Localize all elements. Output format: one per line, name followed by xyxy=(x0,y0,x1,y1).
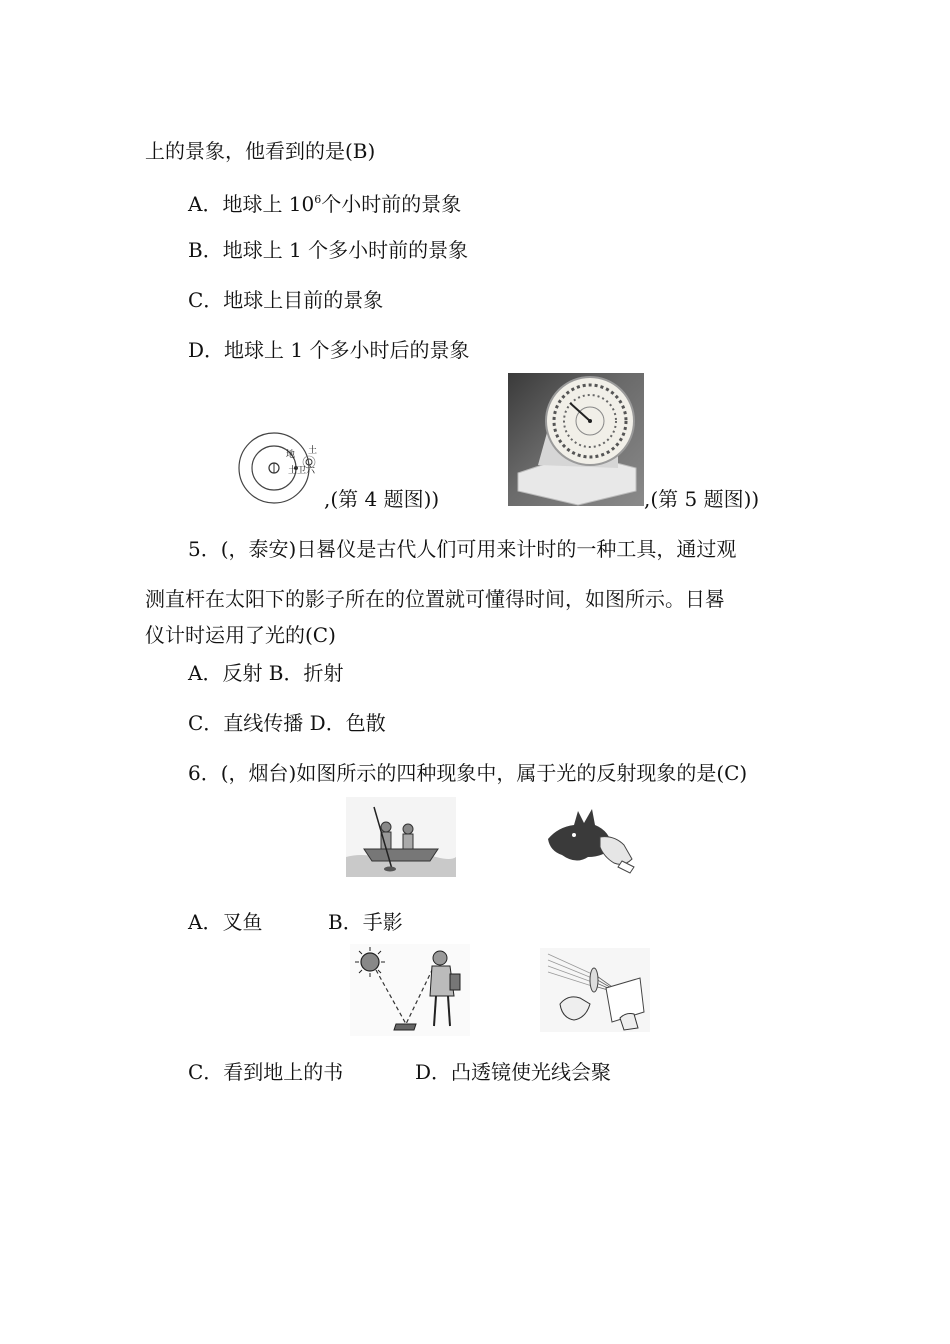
q4-option-a-post: 个小时前的景象 xyxy=(321,192,462,216)
q5-stem-line-2: 测直杆在太阳下的影子所在的位置就可懂得时间，如图所示。日晷 xyxy=(145,587,725,611)
q4-option-d: D．地球上 1 个多小时后的景象 xyxy=(188,338,470,362)
q4-option-b: B．地球上 1 个多小时前的景象 xyxy=(188,238,469,262)
q5-options-row-1: A．反射 B．折射 xyxy=(188,661,344,685)
q4-label-saturn: 土 xyxy=(308,446,318,456)
q4-option-c: C．地球上目前的景象 xyxy=(188,288,384,312)
q5-sundial-photo xyxy=(508,373,644,506)
q6-label-b: B．手影 xyxy=(328,910,403,934)
q4-orbit-diagram xyxy=(234,428,324,508)
q4-option-a xyxy=(188,187,461,217)
q4-stem-tail: 上的景象，他看到的是(B) xyxy=(145,139,376,163)
q5-options-row-2: C．直线传播 D．色散 xyxy=(188,711,386,735)
q5-figure-caption: ,(第 5 题图)) xyxy=(644,487,760,511)
q6-image-spearing-fish xyxy=(346,797,456,877)
q4-option-a-exponent: 6 xyxy=(314,193,322,206)
q5-stem-line-1: 5．(，泰安)日晷仪是古代人们可用来计时的一种工具，通过观 xyxy=(188,537,737,561)
q6-image-convex-lens xyxy=(540,948,650,1032)
q6-stem: 6．(，烟台)如图所示的四种现象中，属于光的反射现象的是(C) xyxy=(188,761,748,785)
q4-option-a-pre: A．地球上 10 xyxy=(188,192,315,216)
q4-label-titan: 土卫六 xyxy=(288,466,316,476)
q4-label-earth: 地 xyxy=(286,450,296,460)
q5-stem-line-3: 仪计时运用了光的(C) xyxy=(145,623,336,647)
q4-figure-caption: ,(第 4 题图)) xyxy=(324,487,440,511)
q6-label-a: A．叉鱼 xyxy=(188,910,263,934)
q6-image-hand-shadow xyxy=(540,797,640,877)
q6-image-book-reflection xyxy=(350,944,470,1036)
q6-label-d: D．凸透镜使光线会聚 xyxy=(415,1060,612,1084)
q6-label-c: C．看到地上的书 xyxy=(188,1060,344,1084)
